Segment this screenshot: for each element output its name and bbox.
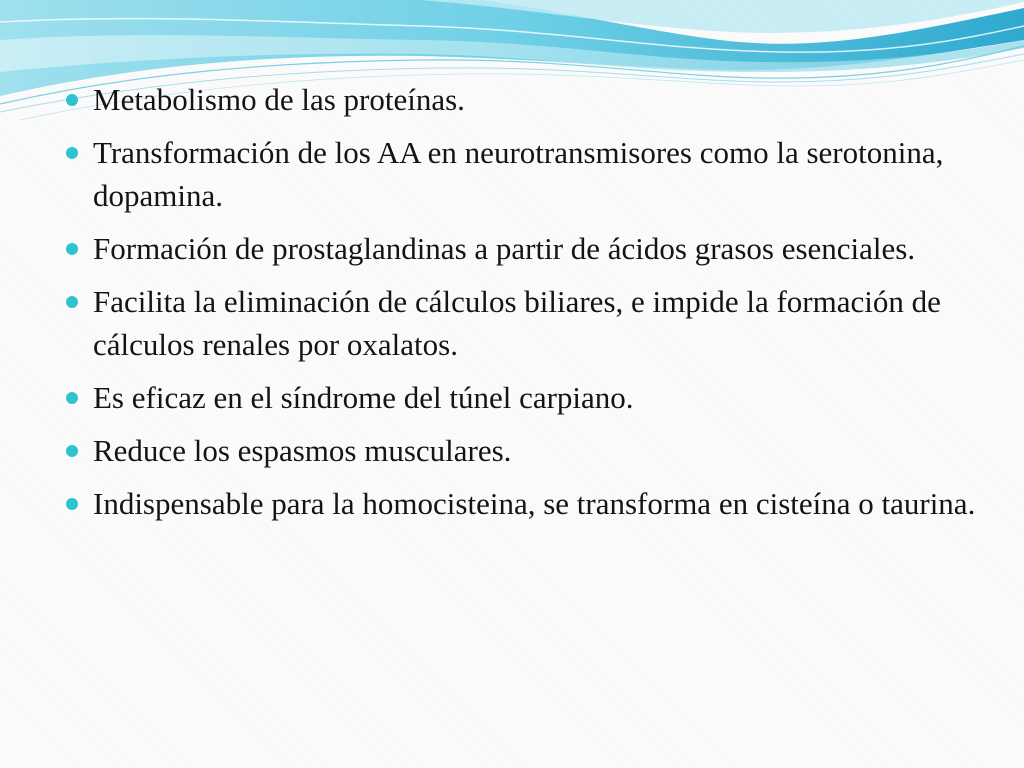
bullet-dot-icon xyxy=(66,445,78,457)
list-item xyxy=(62,280,992,366)
bullet-text: Transformación de los AA en neurotransmisores como la serotonina, dopamina. xyxy=(93,135,944,213)
bullet-dot-icon xyxy=(66,147,78,159)
bullet-dot-icon xyxy=(66,498,78,510)
bullet-text: Formación de prostaglandinas a partir de ácidos grasos esenciales. xyxy=(93,231,916,266)
bullet-dot-icon xyxy=(66,94,78,106)
bullet-text: Es eficaz en el síndrome del túnel carpiano. xyxy=(93,380,634,415)
bullet-dot-icon xyxy=(66,392,78,404)
list-item xyxy=(62,376,992,419)
bullet-text: Metabolismo de las proteínas. xyxy=(93,82,465,117)
list-item xyxy=(62,78,992,121)
bullet-list xyxy=(62,78,992,525)
list-item xyxy=(62,429,992,472)
bullet-dot-icon xyxy=(66,296,78,308)
slide-content xyxy=(62,78,992,535)
list-item xyxy=(62,227,992,270)
bullet-text: Reduce los espasmos musculares. xyxy=(93,433,512,468)
bullet-dot-icon xyxy=(66,243,78,255)
bullet-text: Indispensable para la homocisteina, se transforma en cisteína o taurina. xyxy=(93,486,976,521)
list-item xyxy=(62,482,992,525)
list-item xyxy=(62,131,992,217)
bullet-text: Facilita la eliminación de cálculos biliares, e impide la formación de cálculos renales por oxalatos. xyxy=(93,284,941,362)
